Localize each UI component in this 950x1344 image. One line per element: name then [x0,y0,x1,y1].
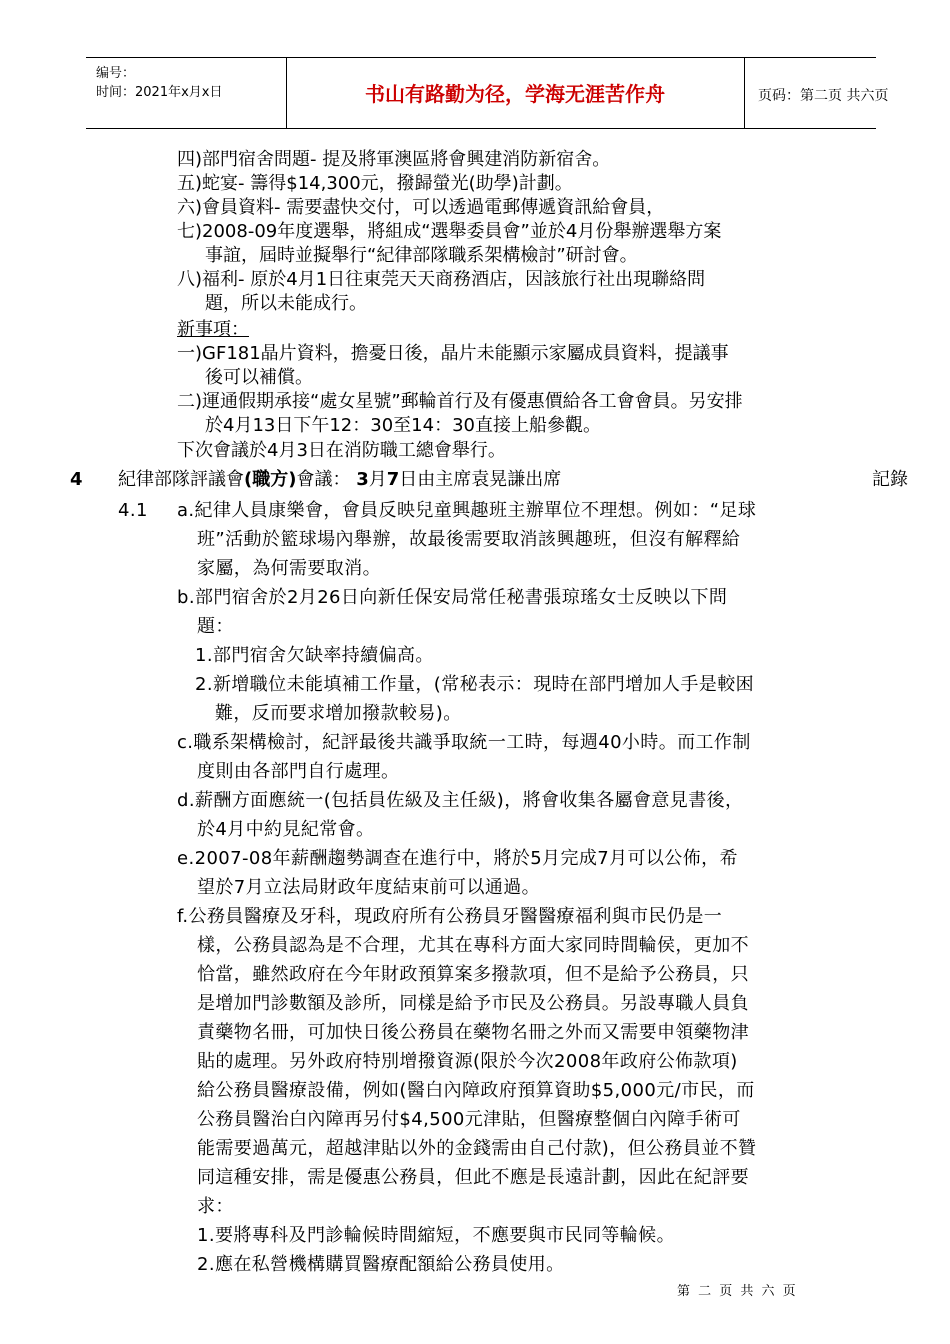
body-line: 1.要將專科及門診輪候時間縮短，不應要與市民同等輪候。 [197,1225,675,1246]
subsection-number: 4.1 [118,500,148,521]
section-title-a: 紀律部隊評議會 [118,469,244,490]
body-line: 題： [197,616,234,637]
body-line: 貼的處理。另外政府特別增撥資源(限於今次2008年政府公佈款項) [197,1051,738,1072]
body-line: 樣，公務員認為是不合理，尤其在專科方面大家同時間輪侯，更加不 [197,935,749,956]
body-line: 公務員醫治白內障再另付$4,500元津貼，但醫療整個白內障手術可 [197,1109,741,1130]
new-item-1: 一)GF181晶片資料，擔憂日後，晶片未能顯示家屬成員資料，提議事 [177,343,729,364]
header-meta-cell [86,58,287,128]
body-line: 是增加門診數額及診所，同樣是給予市民及公務員。另設專職人員負 [197,993,749,1014]
item-6: 六)會員資料- 需要盡快交付，可以透過電郵傳遞資訊給會員， [177,197,665,218]
body-line: b.部門宿舍於2月26日向新任保安局常任秘書張琼瑤女士反映以下問 [177,587,728,608]
motto: 书山有路勤为径，学海无涯苦作舟 [365,82,665,106]
section-title-c: 會議： [296,469,351,490]
page-footer: 第 二 页 共 六 页 [677,1284,798,1299]
new-items-heading: 新事項： [177,319,249,340]
next-meeting: 下次會議於4月3日在消防職工總會舉行。 [177,440,506,461]
section-title-b: (職方) [244,469,297,490]
header-page-cell [744,58,889,128]
body-line: 求： [197,1196,234,1217]
body-line: 難，反而要求增加撥款較易)。 [215,703,462,724]
number-label: 编号： [96,66,136,81]
body-line: 班”活動於籃球場內舉辦，故最後需要取消該興趣班，但沒有解釋給 [197,529,741,550]
new-item-1-cont: 後可以補償。 [205,367,313,388]
header-motto-cell [286,58,745,128]
body-line: c.職系架構檢討，紀評最後共識爭取統一工時，每週40小時。而工作制 [177,732,751,753]
body-line: 2.應在私營機構購買醫療配額給公務員使用。 [197,1254,565,1275]
body-line: f.公務員醫療及牙科，現政府所有公務員牙醫醫療福利與市民仍是一 [177,906,723,927]
item-7-cont: 事誼，屆時並擬舉行“紀律部隊職系架構檢討”研討會。 [205,245,638,266]
body-line: 責藥物名冊，可加快日後公務員在藥物名冊之外而又需要申領藥物津 [197,1022,749,1043]
section-title-d: 3 [356,469,369,490]
item-8: 八)福利- 原於4月1日往東莞天天商務酒店，因該旅行社出現聯絡問 [177,269,706,290]
section-title [118,468,561,492]
body-line: d.薪酬方面應統一(包括員佐級及主任級)，將會收集各屬會意見書後， [177,790,744,811]
time-label: 时间：2021年x月x日 [96,85,223,100]
section-record: 記錄 [872,469,908,490]
new-item-2: 二)運通假期承接“處女星號”郵輪首行及有優惠價給各工會會員。另安排 [177,391,743,412]
body-line: e.2007-08年薪酬趨勢調查在進行中，將於5月完成7月可以公佈，希 [177,848,738,869]
body-line: 能需要過萬元，超越津貼以外的金錢需由自己付款)，但公務員並不贊 [197,1138,757,1159]
section-title-g: 日由主席袁晃謙出席 [399,469,562,490]
body-line: 2.新增職位未能填補工作量，(常秘表示：現時在部門增加人手是較困 [195,674,754,695]
body-line: 望於7月立法局財政年度結束前可以通過。 [197,877,541,898]
body-line: a.紀律人員康樂會，會員反映兒童興趣班主辦單位不理想。例如：“足球 [177,500,757,521]
item-4: 四)部門宿舍問題- 提及將軍澳區將會興建消防新宿舍。 [177,149,611,170]
section-title-e: 月 [368,469,387,490]
page-label: 页码：第二页 共六页 [758,88,889,104]
header-table [86,57,889,129]
body-line: 同這種安排，需是優惠公務員，但此不應是長遠計劃，因此在紀評要 [197,1167,749,1188]
section-number: 4 [70,469,83,490]
section-title-f: 7 [386,469,400,490]
item-5: 五)蛇宴- 籌得$14,300元，撥歸螢光(助學)計劃。 [177,173,573,194]
body-line: 於4月中約見紀常會。 [197,819,375,840]
new-item-2-cont: 於4月13日下午12：30至14：30直接上船參觀。 [205,415,601,436]
body-line: 給公務員醫療設備，例如(醫白內障政府預算資助$5,000元/市民，而 [197,1080,755,1101]
body-line: 家屬，為何需要取消。 [197,558,381,579]
body-line: 度則由各部門自行處理。 [197,761,400,782]
body-line: 恰當，雖然政府在今年財政預算案多撥款項，但不是給予公務員，只 [197,964,749,985]
item-7: 七)2008-09年度選舉，將組成“選舉委員會”並於4月份舉辦選舉方案 [177,221,722,242]
body-line: 1.部門宿舍欠缺率持續偏高。 [195,645,434,666]
item-8-cont: 題，所以未能成行。 [205,293,367,314]
